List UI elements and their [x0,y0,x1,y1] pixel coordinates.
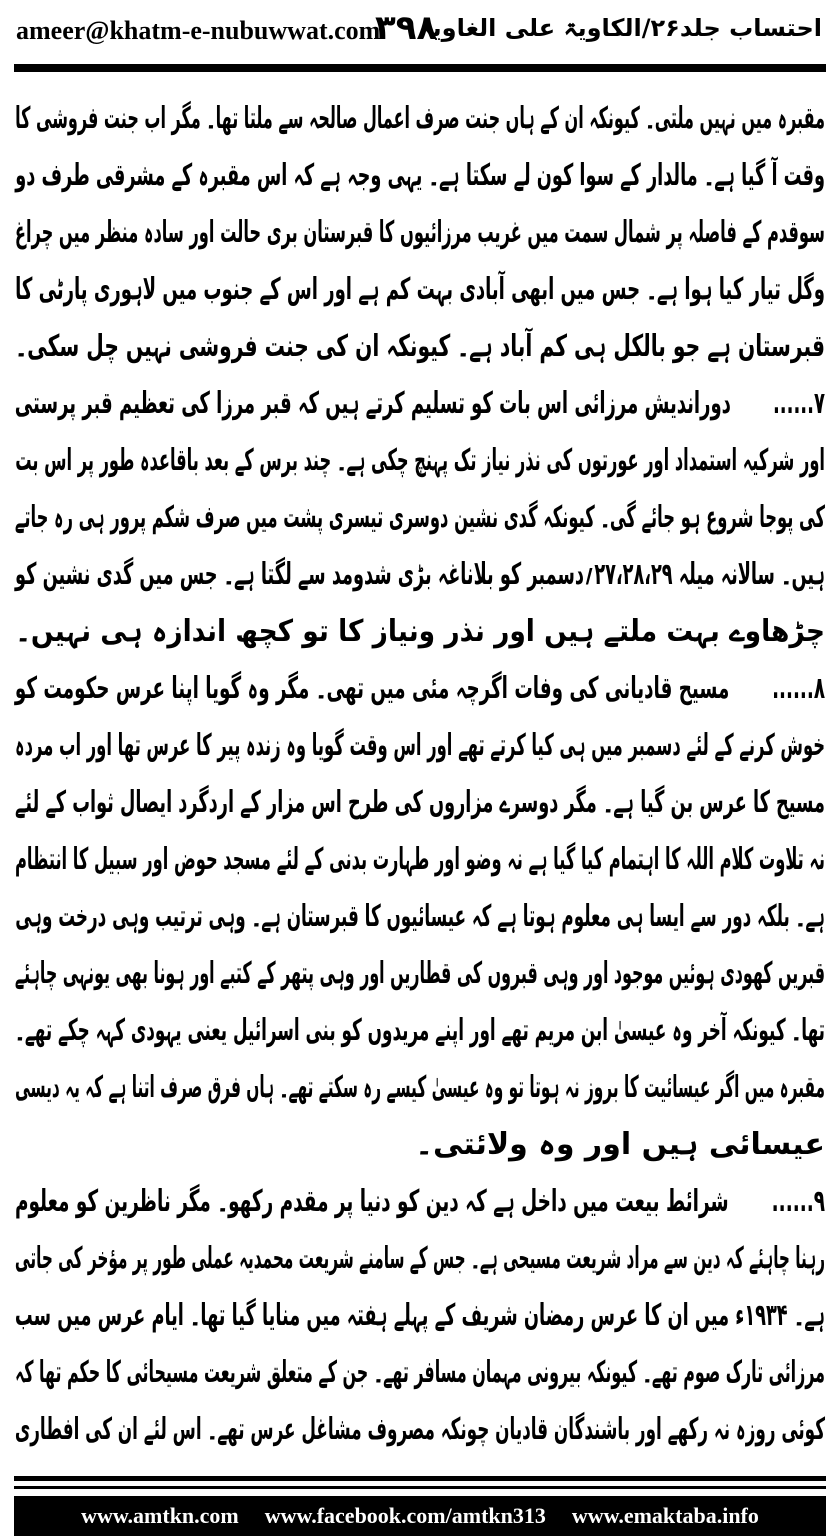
paragraph-9-line [14,1173,825,1230]
text-line: ہیں۔ سالانہ میلہ ۲۷،۲۸،۲۹؍دسمبر کو بلاناغہ بڑی شدومد سے لگتا ہے۔ جس میں گدی نشین کو [15,557,825,592]
text-line: چڑھاوے بہت ملتے ہیں اور نذر ونیاز کا تو کچھ اندازہ ہی نہیں۔ [15,614,826,649]
text-line: مقبرہ میں اگر عیسائیت کا بروز نہ ہوتا تو وہ عیسیٰ کیسے رہ سکتے تھے۔ ہاں فرق صرف اتنا ہے کہ یہ دیسی [14,1070,825,1105]
footer-link-emaktaba[interactable]: www.emaktaba.info [571,1503,759,1528]
text-span: مسیح قادیانی کی وفات اگرچہ مئی میں تھی۔ مگر وہ گویا اپنا عرس حکومت کو [14,671,730,706]
header-divider [14,64,826,72]
text-span: دوراندیش مرزائی اس بات کو تسلیم کرتے ہیں کہ قبر مرزا کی تعظیم قبر پرستی [14,386,731,421]
footer-bar [14,1496,826,1536]
text-line: وقت آ گیا ہے۔ مالدار کے سوا کون لے سکتا ہے۔ یہی وجہ ہے کہ اس مقبرہ کے مشرقی طرف دو [15,158,825,193]
book-title: احتساب جلد۲۶/الکاویۃ علی الغاویہ [418,14,822,42]
text-line: اور شرکیہ استمداد اور عورتوں کی نذر نیاز تک پہنچ چکی ہے۔ چند برس کے بعد باقاعدہ طور پر اس بت [15,443,826,478]
text-line: رہنا چاہئے کہ دین سے مراد شریعت مسیحی ہے۔ جس کے سامنے شریعت محمدیہ عملی طور پر مؤخر کی جاتی [14,1241,825,1276]
text-line: وگل تیار کیا ہوا ہے۔ جس میں ابھی آبادی بہت کم ہے اور اس کے جنوب میں لاہوری پارٹی کا [15,272,825,307]
paragraph-number: ۹...... [771,1184,825,1219]
page-body [15,90,825,1458]
footer-link-facebook[interactable]: www.facebook.com/amtkn313 [264,1503,546,1528]
header-email: ameer@khatm-e-nubuwwat.com [16,16,381,45]
text-line: مرزائی تارک صوم تھے۔ کیونکہ بیرونی مہمان مسافر تھے۔ جن کے متعلق شریعت مسیحائی کا حکم تھا کہ [14,1355,825,1390]
text-line: عیسائی ہیں اور وہ ولائتی۔ [415,1127,825,1162]
text-line: قبریں کھودی ہوئیں موجود اور وہی قبروں کی قطاریں اور وہی پتھر کے کتبے اور ہونا بھی یونہی چاہئے [14,956,825,991]
paragraph-7-line [14,375,825,432]
text-line: کی پوجا شروع ہو جائے گی۔ کیونکہ گدی نشین دوسری تیسری پشت میں صرف شکم پرور ہی رہ جاتے [14,500,826,535]
text-line: کوئی روزہ نہ رکھے اور باشندگان قادیان چونکہ مصروف مشاغل عرس تھے۔ اس لئے ان کی افطاری [14,1412,825,1447]
text-span: شرائط بیعت میں داخل ہے کہ دین کو دنیا پر مقدم رکھو۔ مگر ناظرین کو معلوم [14,1184,729,1219]
footer-divider [14,1486,826,1489]
text-line: تھا۔ کیونکہ آخر وہ عیسیٰ ابن مریم تھے اور اپنے مریدوں کو بنی اسرائیل یعنی یہودی کہہ چکے تھے۔ [15,1013,825,1048]
paragraph-8-line [14,660,825,717]
page-header [0,8,840,58]
text-line: مسیح کا عرس بن گیا ہے۔ مگر دوسرے مزاروں کی طرح اس مزار کے اردگرد ایصال ثواب کے لئے [15,785,825,820]
text-line: خوش کرنے کے لئے دسمبر میں ہی کیا کرتے تھے اور اس وقت گویا وہ زندہ پیر کا عرس تھا اور اب مردہ [15,728,825,763]
footer-divider [14,1476,826,1481]
text-line: قبرستان ہے جو بالکل ہی کم آباد ہے۔ کیونکہ ان کی جنت فروشی نہیں چل سکی۔ [15,329,825,364]
text-line: مقبرہ میں نہیں ملتی۔ کیونکہ ان کے ہاں جنت صرف اعمال صالحہ سے ملتا تھا۔ مگر اب جنت فروشی کا [15,101,825,136]
paragraph-number: ۷...... [772,386,825,421]
text-line: سوقدم کے فاصلہ پر شمال سمت میں غریب مرزائیوں کا قبرستان بری حالت اور سادہ منظر میں چراغ [14,215,825,250]
text-line: نہ تلاوت کلام اللہ کا اہتمام کیا گیا ہے نہ وضو اور طہارت بدنی کے لئے مسجد حوض اور سبیل کا انتظام [15,842,825,877]
text-line: ہے۔ بلکہ دور سے ایسا ہی معلوم ہوتا ہے کہ عیسائیوں کا قبرستان ہے۔ وہی ترتیب وہی درخت وہی [15,899,825,934]
paragraph-number: ۸...... [772,671,825,706]
text-line: ہے۔ ۱۹۳۴ء میں ان کا عرس رمضان شریف کے پہلے ہفتہ میں منایا گیا تھا۔ ایام عرس میں سب [14,1298,825,1333]
page-number: ۳۹۸ [375,8,438,48]
footer-link-amtkn[interactable]: www.amtkn.com [81,1503,239,1528]
